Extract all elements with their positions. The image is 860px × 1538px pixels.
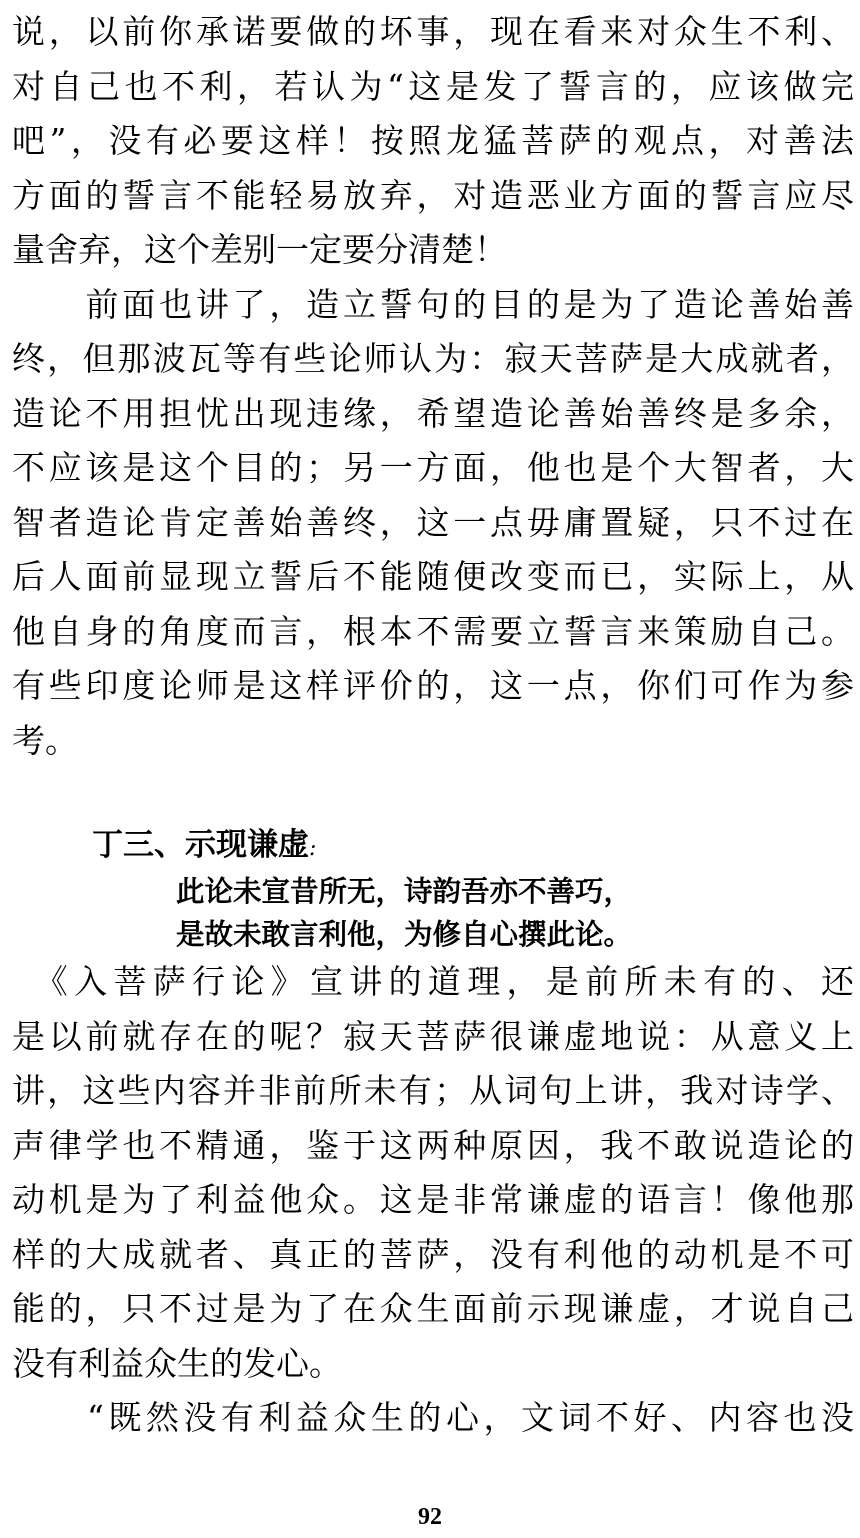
section-heading-colon: : <box>309 836 317 861</box>
text-line: 样的大成就者、真正的菩萨，没有利他的动机是不可 <box>12 1234 854 1274</box>
text-line: 《入菩萨行论》宣讲的道理，是前所未有的、还 <box>12 962 854 1001</box>
paragraph-block-2 <box>12 955 854 1446</box>
text-line: 没有利益众生的发心。 <box>12 1343 342 1383</box>
verse-line-2: 是故未敢言利他，为修自心撰此论。 <box>176 918 633 951</box>
text-line: 说，以前你承诺要做的坏事，现在看来对众生不利、 <box>12 12 854 51</box>
text-line: 是以前就存在的呢？寂天菩萨很谦虚地说：从意义上 <box>12 1016 854 1056</box>
text-line: 讲，这些内容并非前所未有；从词句上讲，我对诗学、 <box>12 1071 854 1110</box>
text-line: 造论不用担忧出现违缘，希望造论善始善终是多余， <box>12 393 854 433</box>
text-line: “既然没有利益众生的心，文词不好、内容也没 <box>12 1398 854 1437</box>
section-heading-text: 丁三、示现谦虚 <box>92 827 309 863</box>
verse-line-1: 此论未宣昔所无，诗韵吾亦不善巧， <box>176 875 633 908</box>
text-line: 不应该是这个目的；另一方面，他也是个大智者，大 <box>12 448 854 487</box>
text-line: 智者造论肯定善始善终，这一点毋庸置疑，只不过在 <box>12 502 854 542</box>
page-number: 92 <box>418 1504 442 1530</box>
text-line: 动机是为了利益他众。这是非常谦虚的语言！像他那 <box>12 1180 854 1219</box>
text-line: 吧”，没有必要这样！按照龙猛菩萨的观点，对善法 <box>12 121 854 160</box>
paragraph-block-1 <box>12 5 854 768</box>
text-line: 考。 <box>12 720 78 760</box>
section-heading <box>92 818 316 876</box>
text-line: 声律学也不精通，鉴于这两种原因，我不敢说造论的 <box>12 1125 854 1165</box>
text-line: 后人面前显现立誓后不能随便改变而已，实际上，从 <box>12 557 854 596</box>
text-line: 有些印度论师是这样评价的，这一点，你们可作为参 <box>12 666 854 705</box>
text-line: 量舍弃，这个差别一定要分清楚！ <box>12 230 507 269</box>
text-line: 方面的誓言不能轻易放弃，对造恶业方面的誓言应尽 <box>12 175 854 215</box>
text-line: 终，但那波瓦等有些论师认为：寂天菩萨是大成就者， <box>12 339 854 378</box>
text-line: 前面也讲了，造立誓句的目的是为了造论善始善 <box>12 284 854 324</box>
text-line: 对自己也不利，若认为“这是发了誓言的，应该做完 <box>12 66 854 106</box>
text-line: 他自身的角度而言，根本不需要立誓言来策励自己。 <box>12 611 854 651</box>
text-line: 能的，只不过是为了在众生面前示现谦虚，才说自己 <box>12 1289 854 1328</box>
